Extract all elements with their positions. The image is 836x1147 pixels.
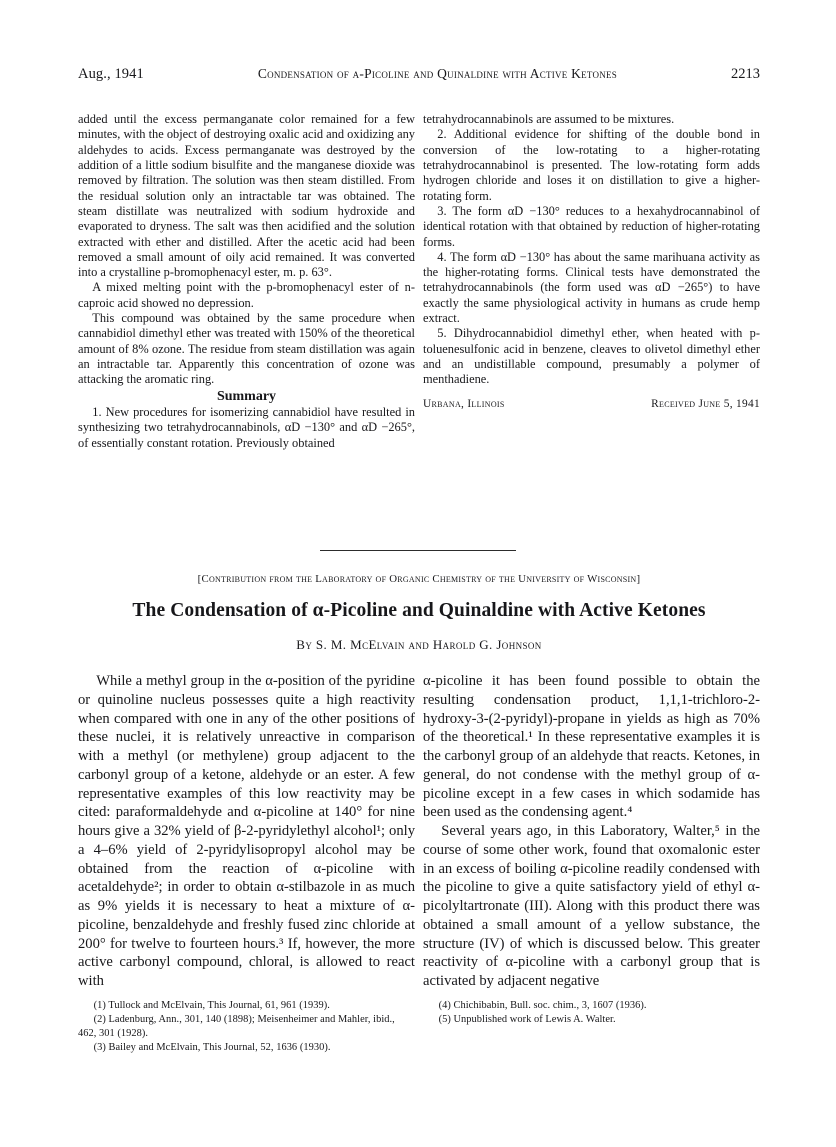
article-left-body [78,672,415,991]
author-location: Urbana, Illinois [423,397,505,410]
article-left-footnotes [78,999,415,1056]
summary-item: 2. Additional evidence for shifting of the double bond in conversion of the low-rotating to a higher-rotating tetrahydrocannabinol is presented. The low-rotating form adds hydrogen chloride and loses it on distillation to give a higher-rotating form. [423,127,760,203]
summary-item: 5. Dihydrocannabidiol dimethyl ether, when heated with p-toluenesulfonic acid in benzene, cleaves to olivetol dimethyl ether and an undistillable compound, presumably a polymer of menthadiene. [423,326,760,387]
page-number: 2213 [731,66,760,82]
top-article-right-column [423,112,760,451]
received-date: Received June 5, 1941 [651,397,760,410]
paragraph: This compound was obtained by the same procedure when cannabidiol dimethyl ether was treated with 150% of the theoretical amount of 8% ozone. The residue from steam distillation was again an intractable tar. Apparently this concentration of ozone was attacking the aromatic ring. [78,311,415,387]
article-columns [78,672,760,1055]
running-head [78,66,760,83]
section-divider-rule [320,550,516,551]
footnote: (5) Unpublished work of Lewis A. Walter. [438,1013,616,1025]
running-head-title: Condensation of α-Picoline and Quinaldine with Active Ketones [257,66,618,81]
summary-item: 1. New procedures for isomerizing cannabidiol have resulted in synthesizing two tetrahydrocannabinols, αD −130° and αD −265°, of essentially constant rotation. Previously obtained [78,404,415,450]
contribution-line: [Contribution from the Laboratory of Organic Chemistry of the University of Wisconsin] [197,573,641,585]
article-left-column [78,672,415,1055]
footnote: (3) Bailey and McElvain, This Journal, 52, 1636 (1930). [93,1042,331,1054]
summary-item: 3. The form αD −130° reduces to a hexahydrocannabinol of identical rotation with that obtained by reduction of higher-rotating forms. [423,203,760,249]
paragraph: Several years ago, in this Laboratory, Walter,⁵ in the course of some other work, found that oxomalonic ester in an excess of boiling α-picoline readily condensed with the picoline to give a quite satisfactory yield of ethyl α-picolyltartronate (III). Along with this product there was obtained a small amount of a yellow substance, the structure (IV) of which is discussed below. This greater reactivity of α-picoline with a carbonyl group that is activated by adjacent negative [423,823,760,989]
article-right-footnotes [423,999,760,1027]
footnote: (4) Chichibabin, Bull. soc. chim., 3, 1607 (1936). [438,999,647,1011]
summary-heading: Summary [216,388,277,404]
article-byline: By S. M. McElvain and Harold G. Johnson [296,637,542,652]
running-head-date: Aug., 1941 [78,66,144,82]
paragraph: added until the excess permanganate color remained for a few minutes, with the object of destroying oxalic acid and oxidizing any aldehydes to acids. Excess permanganate was destroyed by the addition of a little sodium bisulfite and the manganese dioxide was removed by filtration. The solution was then steam distilled. From the residual solution only an intractable tar was obtained. The steam distillate was neutralized with sodium hydroxide and evaporated to dryness. The salt was then acidified and the solution extracted with ether and distilled. After the acetic acid had been removed a small amount of oily acid remained. It was converted into a crystalline p-bromophenacyl ester, m. p. 63°. [78,112,415,280]
top-article-columns [78,112,760,451]
article-closing-line [423,397,760,411]
top-article-left-column [78,112,415,451]
article-title: The Condensation of α-Picoline and Quinaldine with Active Ketones [132,600,706,621]
paragraph-continuation: tetrahydrocannabinols are assumed to be mixtures. [423,112,675,126]
paragraph: A mixed melting point with the p-bromophenacyl ester of n-caproic acid showed no depression. [78,280,415,310]
paragraph: While a methyl group in the α-position of the pyridine or quinoline nucleus possesses quite a high reactivity when compared with one in any of the other positions of these nuclei, it is relatively unreactive in comparison with a methyl (or methylene) group adjacent to the carbonyl group of a ketone, aldehyde or an ester. A few representative examples of this low reactivity may be cited: paraformaldehyde and α-picoline at 140° for nine hours give a 32% yield of β-2-pyridylethyl alcohol¹; only a 4–6% yield of 2-pyridylisopropyl alcohol may be obtained from the reaction of α-picoline with acetaldehyde²; in order to obtain α-stilbazole in as much as 9% yields it is necessary to heat a mixture of α-picoline, benzaldehyde and freshly fused zinc chloride at 200° for twelve to fourteen hours.³ If, however, the more active carbonyl compound, chloral, is allowed to react with [78,673,415,989]
article-right-column [423,672,760,1055]
paragraph: α-picoline it has been found possible to obtain the resulting condensation product, 1,1,1-trichloro-2-hydroxy-3-(2-pyridyl)-propane in yields as high as 70% of the theoretical.¹ In these representative examples it is the carbonyl group of an aldehyde that reacts. Ketones, in general, do not condense with the methyl group of α-picoline except in a few cases in which sodamide has been used as the condensing agent.⁴ [423,673,760,821]
summary-item: 4. The form αD −130° has about the same marihuana activity as the higher-rotating forms. Clinical tests have demonstrated the tetrahydrocannabinols (the form used was αD −265°) to have exactly the same physiological activity in humans as crude hemp extract. [423,249,760,326]
article-right-body [423,672,760,991]
footnote: (2) Ladenburg, Ann., 301, 140 (1898); Meisenheimer and Mahler, ibid., 462, 301 (1928). [78,1013,395,1040]
footnote: (1) Tullock and McElvain, This Journal, 61, 961 (1939). [93,999,330,1011]
